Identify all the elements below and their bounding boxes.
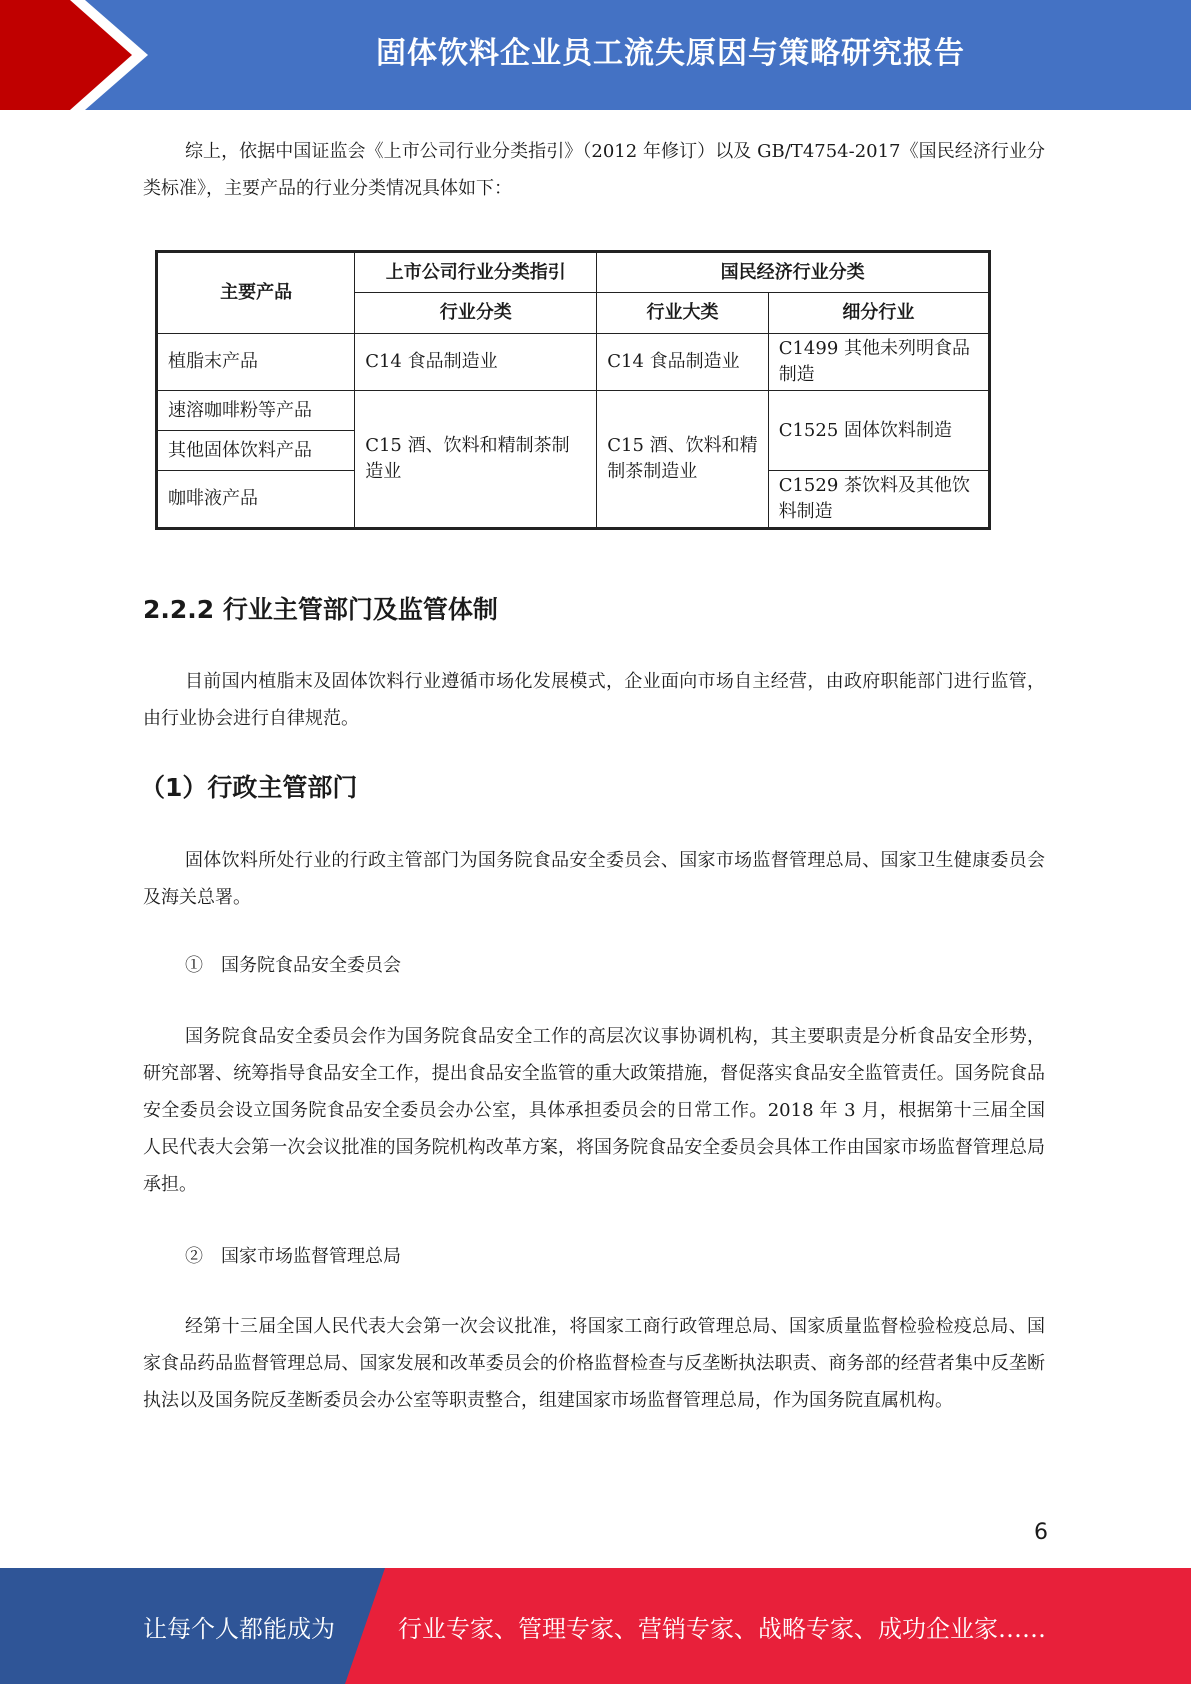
section-heading-222: 2.2.2 行业主管部门及监管体制 <box>143 595 498 624</box>
industry-classification-table <box>155 250 991 530</box>
report-title: 固体饮料企业员工流失原因与策略研究报告 <box>376 36 965 71</box>
header-industry-class: 行业分类 <box>355 293 597 334</box>
product-cell: 速溶咖啡粉等产品 <box>157 391 355 431</box>
section-1-body <box>143 842 1045 916</box>
product-cell: 其他固体饮料产品 <box>157 431 355 471</box>
item2-block <box>143 1238 1045 1275</box>
header-main-product: 主要产品 <box>157 252 355 334</box>
class-cell: C14 食品制造业 <box>355 334 597 391</box>
page-footer <box>0 1568 1191 1684</box>
item1-title: ① 国务院食品安全委员会 <box>185 955 401 976</box>
section-222-paragraph: 目前国内植脂末及固体饮料行业遵循市场化发展模式，企业面向市场自主经营，由政府职能部门进行监管，由行业协会进行自律规范。 <box>143 671 1045 729</box>
footer-slogan-right: 行业专家、管理专家、营销专家、战略专家、成功企业家…… <box>398 1614 1046 1643</box>
item1-block <box>143 947 1045 984</box>
item2-body <box>143 1308 1045 1419</box>
header-listed-guide: 上市公司行业分类指引 <box>355 252 597 293</box>
section-heading-admin: （1）行政主管部门 <box>140 773 358 802</box>
section-222-body <box>143 663 1045 737</box>
item2-paragraph: 经第十三届全国人民代表大会第一次会议批准，将国家工商行政管理总局、国家质量监督检验检疫总局、国家食品药品监督管理总局、国家发展和改革委员会的价格监督检查与反垄断执法职责、商务部的经营者集中反垄断执法以及国务院反垄断委员会办公室等职责整合，组建国家市场监督管理总局，作为国务院直属机构。 <box>143 1316 1045 1411</box>
header-sub-industry: 细分行业 <box>768 293 989 334</box>
header-national-classification: 国民经济行业分类 <box>597 252 990 293</box>
intro-paragraph: 综上，依据中国证监会《上市公司行业分类指引》（2012 年修订）以及 GB/T4754-2017《国民经济行业分类标准》，主要产品的行业分类情况具体如下： <box>143 141 1045 199</box>
product-cell: 植脂末产品 <box>157 334 355 391</box>
section-1-paragraph: 固体饮料所处行业的行政主管部门为国务院食品安全委员会、国家市场监督管理总局、国家卫生健康委员会及海关总署。 <box>143 850 1045 908</box>
major-cell: C14 食品制造业 <box>597 334 768 391</box>
product-cell: 咖啡液产品 <box>157 471 355 529</box>
footer-slogan-left: 让每个人都能成为 <box>143 1614 335 1643</box>
class-cell: C15 酒、饮料和精制茶制造业 <box>355 391 597 529</box>
item2-title: ② 国家市场监督管理总局 <box>185 1246 401 1267</box>
page-number: 6 <box>1034 1520 1048 1545</box>
intro-block <box>143 133 1045 207</box>
major-cell: C15 酒、饮料和精制茶制造业 <box>597 391 768 529</box>
page-header <box>0 0 1191 110</box>
header-major-class: 行业大类 <box>597 293 768 334</box>
table-row <box>157 334 990 391</box>
sub-cell: C1499 其他未列明食品制造 <box>768 334 989 391</box>
sub-cell: C1525 固体饮料制造 <box>768 391 989 471</box>
sub-cell: C1529 茶饮料及其他饮料制造 <box>768 471 989 529</box>
item1-paragraph: 国务院食品安全委员会作为国务院食品安全工作的高层次议事协调机构，其主要职责是分析食品安全形势，研究部署、统筹指导食品安全工作，提出食品安全监管的重大政策措施，督促落实食品安全监管责任。国务院食品安全委员会设立国务院食品安全委员会办公室，具体承担委员会的日常工作。2018 年 3 月，根据第十三届全国人民代表大会第一次会议批准的国务院机构改革方案，将国务院食品安全委员会具体工作由国家市场监督管理总局承担。 <box>143 1026 1045 1195</box>
table-row <box>157 391 990 431</box>
header-arrow-decoration <box>0 0 160 110</box>
item1-body <box>143 1018 1045 1203</box>
